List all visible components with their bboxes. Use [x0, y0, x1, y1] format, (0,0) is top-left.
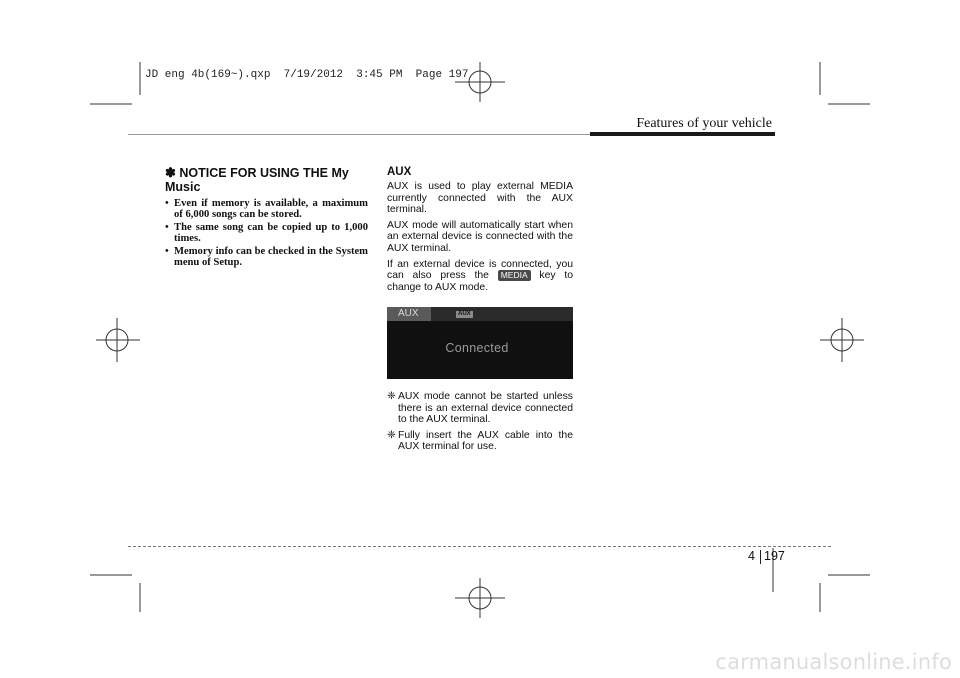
aux-screen-illustration: [387, 307, 573, 379]
notice-title: [165, 166, 368, 194]
watermark: carmanualsonline.info: [715, 650, 952, 674]
list-item: • Memory info can be checked in the System menu of Setup.: [165, 245, 368, 269]
list-item: • Even if memory is available, a maximum of 6,000 songs can be stored.: [165, 198, 368, 221]
print-slug: JD eng 4b(169~).qxp 7/19/2012 3:45 PM Page 197: [145, 69, 469, 81]
bullet-icon: •: [165, 221, 169, 233]
registration-mark-right: [820, 318, 864, 362]
notice-list: [165, 198, 368, 268]
notice-title-text: NOTICE FOR USING THE My Music: [165, 166, 349, 194]
page-number-divider: [760, 550, 761, 564]
note-mark-icon: ❈: [387, 391, 396, 403]
aux-heading: AUX: [387, 166, 412, 178]
list-item: ❈ AUX mode cannot be started unless there is an external device connected to the AUX terminal.: [387, 391, 573, 426]
registration-mark-left: [96, 318, 140, 362]
page-number-value: 197: [764, 549, 785, 563]
screen-mode-tab: AUX: [387, 307, 431, 321]
notice-star-icon: ✽: [165, 165, 176, 180]
section-number: 4: [748, 549, 755, 563]
screen-aux-badge: AUX: [458, 311, 471, 318]
list-item: ❈ Fully insert the AUX cable into the AUX terminal for use.: [387, 429, 573, 452]
bullet-icon: •: [165, 245, 169, 257]
section-title: Features of your vehicle: [636, 116, 772, 131]
note-mark-icon: ❈: [387, 429, 396, 441]
header-rule: [128, 134, 590, 135]
footer-rule: [128, 546, 831, 547]
bullet-icon: •: [165, 198, 169, 209]
aux-paragraph: AUX mode will automatically start when an external device is connected with the AUX terminal.: [387, 219, 573, 254]
header-bar: [590, 132, 775, 136]
media-key-icon: MEDIA: [498, 270, 531, 281]
registration-mark-bottom: [455, 578, 505, 618]
aux-notes: [387, 391, 573, 452]
registration-mark-top: [455, 62, 505, 102]
aux-key-paragraph: If an external device is connected, you can also press the MEDIA key to change to AUX mode.: [387, 258, 573, 293]
aux-paragraph: AUX is used to play external MEDIA currently connected with the AUX terminal.: [387, 181, 573, 216]
notice-section: [165, 166, 368, 269]
aux-section: [387, 166, 573, 456]
list-item: • The same song can be copied up to 1,000 times.: [165, 221, 368, 245]
screen-status-text: Connected: [445, 341, 509, 356]
